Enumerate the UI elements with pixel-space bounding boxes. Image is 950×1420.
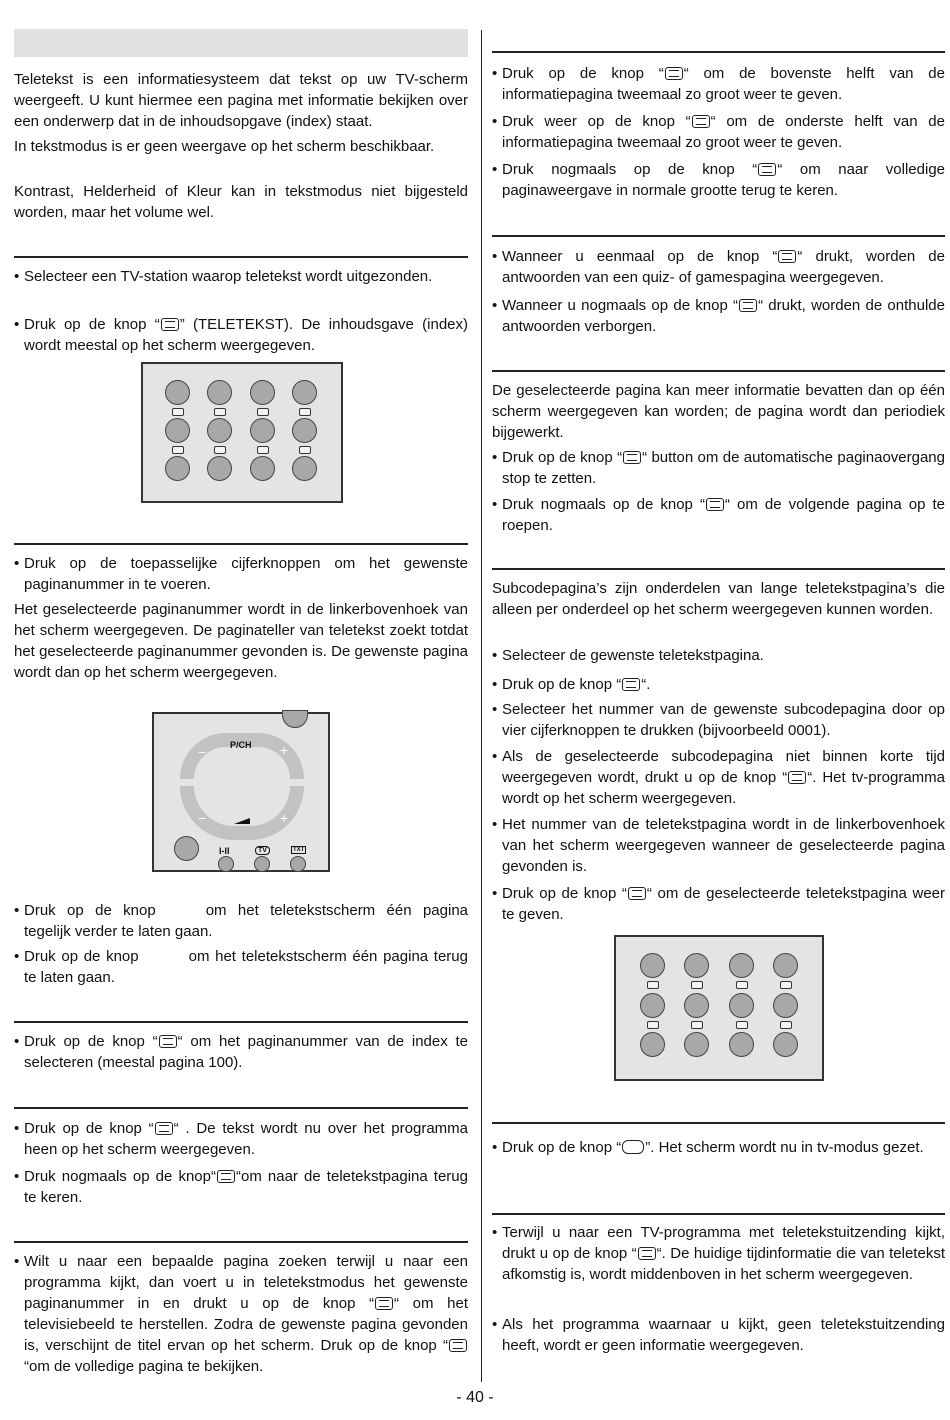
bullet: • Druk op de toepasselijke cijferknoppen om het gewenste paginanummer in te voeren. bbox=[14, 553, 468, 595]
text: “. De huidige tijdinformatie die van teletekst afkomstig is, wordt middenboven in het scherm weergegeven. bbox=[502, 1245, 945, 1283]
remote-button bbox=[640, 953, 665, 978]
page-number: - 40 - bbox=[456, 1389, 494, 1406]
bullet: • Selecteer de gewenste teletekstpagina. bbox=[492, 645, 945, 666]
bullet bbox=[492, 674, 945, 695]
bullet bbox=[492, 1137, 945, 1158]
remote-button bbox=[729, 1032, 754, 1057]
section-rule bbox=[14, 1021, 468, 1023]
expand-icon bbox=[691, 1021, 703, 1029]
bullet bbox=[492, 246, 945, 288]
section-rule bbox=[492, 568, 945, 570]
text: Druk op de knop “ bbox=[24, 316, 160, 333]
remote-button bbox=[207, 418, 232, 443]
bullet bbox=[14, 314, 468, 356]
text: “om naar de teletekstpagina terug te keren. bbox=[24, 1168, 468, 1206]
remote-button bbox=[640, 1032, 665, 1057]
text: Druk op de knop “ bbox=[24, 1033, 158, 1050]
teletext-icon bbox=[161, 318, 179, 331]
subcode-icon bbox=[638, 1247, 656, 1260]
expand-icon bbox=[214, 446, 226, 454]
cancel-icon bbox=[780, 981, 792, 989]
remote-button bbox=[207, 456, 232, 481]
remote-button bbox=[729, 953, 754, 978]
remote-button bbox=[773, 953, 798, 978]
section-rule bbox=[492, 1213, 945, 1215]
reveal-icon bbox=[739, 299, 757, 312]
remote-button bbox=[165, 418, 190, 443]
text: “ drukt, worden de antwoorden van een quiz- of gamespagina weergegeven. bbox=[502, 248, 945, 286]
bullet bbox=[492, 295, 945, 337]
index-icon bbox=[780, 1021, 792, 1029]
remote-button bbox=[773, 993, 798, 1018]
paragraph: De geselecteerde pagina kan meer informatie bevatten dan op één scherm weergegeven kan worden; de pagina wordt dan periodiek bijgewerkt. bbox=[492, 382, 945, 441]
remote-button bbox=[218, 856, 234, 872]
bullet bbox=[14, 1166, 468, 1208]
bullet bbox=[492, 1222, 945, 1285]
section-title-bar bbox=[14, 29, 468, 57]
text: Druk op de knop “ bbox=[502, 676, 622, 693]
mix-icon bbox=[217, 1170, 235, 1183]
bullet bbox=[14, 1031, 468, 1073]
text: Druk op de knop “ bbox=[24, 1120, 154, 1137]
text: “ om naar volledige paginaweergave in normale grootte terug te keren. bbox=[502, 161, 945, 199]
bullet bbox=[14, 1118, 468, 1160]
section-rule bbox=[14, 1241, 468, 1243]
mute-button bbox=[174, 836, 199, 861]
text: “. bbox=[641, 676, 651, 693]
expand-icon bbox=[665, 67, 683, 80]
bullet bbox=[14, 946, 468, 988]
remote-button bbox=[250, 418, 275, 443]
expand-icon bbox=[758, 163, 776, 176]
plus-icon: + bbox=[280, 810, 289, 826]
i-ii-label: I-II bbox=[219, 846, 230, 856]
expand-icon bbox=[692, 115, 710, 128]
intro-paragraph-3: Kontrast, Helderheid of Kleur kan in tekstmodus niet bijgesteld worden, maar het volume wel. bbox=[14, 183, 468, 221]
bullet: • Selecteer het nummer van de gewenste subcodepagina door op vier cijferknoppen te drukken (bijvoorbeeld 0001). bbox=[492, 699, 945, 741]
bullet bbox=[14, 1251, 468, 1377]
text: Druk nogmaals op de knop “ bbox=[502, 161, 758, 178]
remote-button bbox=[254, 856, 270, 872]
cancel-icon bbox=[628, 887, 646, 900]
remote-button bbox=[292, 380, 317, 405]
mix-icon bbox=[647, 1021, 659, 1029]
text: Wanneer u nogmaals op de knop “ bbox=[502, 297, 739, 314]
hold-icon bbox=[736, 981, 748, 989]
section-rule bbox=[492, 370, 945, 372]
remote-button bbox=[250, 456, 275, 481]
bullet bbox=[14, 900, 468, 942]
section-rule bbox=[492, 1122, 945, 1124]
cancel-icon bbox=[299, 408, 311, 416]
cancel-icon bbox=[449, 1339, 467, 1352]
bullet bbox=[492, 447, 945, 489]
text: Druk op de knop “ bbox=[502, 65, 664, 82]
text: Wilt u naar een bepaalde pagina zoeken terwijl u naar een programma kijkt, dan voert u in teletekstmodus het gewenste paginanummer in en drukt u op de knop “ bbox=[24, 1253, 468, 1312]
text: “ om het televisiebeeld te herstellen. Zodra de gewenste pagina gevonden is, verschijnt de titel ervan op het scherm. Druk op de knop “ bbox=[24, 1295, 468, 1354]
bullet bbox=[492, 746, 945, 809]
mix-icon bbox=[155, 1122, 173, 1135]
index-icon bbox=[159, 1035, 177, 1048]
text: “. Het tv-programma wordt op het scherm weergegeven. bbox=[502, 769, 945, 807]
remote-button bbox=[250, 380, 275, 405]
plus-icon: + bbox=[280, 742, 289, 758]
text: Druk weer op de knop “ bbox=[502, 113, 691, 130]
remote-button bbox=[165, 380, 190, 405]
remote-button bbox=[684, 993, 709, 1018]
remote-button bbox=[165, 456, 190, 481]
remote-pch-panel bbox=[152, 712, 330, 872]
bullet: • Selecteer een TV-station waarop teletekst wordt uitgezonden. bbox=[14, 266, 468, 287]
text: “om de volledige pagina te bekijken. bbox=[24, 1358, 264, 1375]
teletext-icon bbox=[172, 408, 184, 416]
cancel-icon bbox=[375, 1297, 393, 1310]
paragraph: Het geselecteerde paginanummer wordt in de linkerbovenhoek van het scherm weergegeven. De paginateller van teletekst zoekt totdat het geselecteerde paginanummer gevonden is. De gewenste pagina wordt dan op het scherm weergegeven. bbox=[14, 601, 468, 681]
text: “ drukt, worden de onthulde antwoorden verborgen. bbox=[502, 297, 945, 335]
text: ” (TELETEKST). De inhoudsgave (index) wordt meestal op het scherm weergegeven. bbox=[24, 316, 468, 354]
teletext-icon bbox=[647, 981, 659, 989]
minus-icon: − bbox=[198, 744, 207, 760]
pch-label: P/CH bbox=[230, 740, 252, 750]
subcode-icon bbox=[691, 981, 703, 989]
text: Als de geselecteerde subcodepagina niet binnen korte tijd weergegeven wordt, drukt u op de knop “ bbox=[502, 748, 945, 786]
section-rule bbox=[492, 235, 945, 237]
hold-icon bbox=[257, 408, 269, 416]
remote-button bbox=[207, 380, 232, 405]
bullet: • Als het programma waarnaar u kijkt, geen teletekstuitzending heeft, wordt er geen informatie weergegeven. bbox=[492, 1314, 945, 1356]
subcode-icon bbox=[622, 678, 640, 691]
column-divider bbox=[481, 30, 482, 1382]
mix-icon bbox=[172, 446, 184, 454]
section-rule bbox=[14, 543, 468, 545]
hold-icon bbox=[623, 451, 641, 464]
text: Terwijl u naar een TV-programma met teletekstuitzending kijkt, drukt u op de knop “ bbox=[502, 1224, 945, 1262]
remote-button bbox=[640, 993, 665, 1018]
section-rule bbox=[14, 256, 468, 258]
remote-button bbox=[729, 993, 754, 1018]
text: “ om de onderste helft van de informatiepagina tweemaal zo groot weer te geven. bbox=[502, 113, 945, 151]
remote-button bbox=[282, 710, 308, 728]
text: Druk op de knop “ bbox=[502, 1139, 622, 1156]
text: Druk op de knop “ bbox=[502, 885, 627, 902]
remote-button bbox=[773, 1032, 798, 1057]
text: “ . De tekst wordt nu over het programma heen op het scherm weergegeven. bbox=[24, 1120, 468, 1158]
text: Druk op de knop bbox=[24, 948, 139, 965]
text: “ om de geselecteerde teletekstpagina weer te geven. bbox=[502, 885, 945, 923]
paragraph: Subcodepagina’s zijn onderdelen van lange teletekstpagina’s die alleen per onderdeel op het scherm weergegeven kunnen worden. bbox=[492, 580, 945, 618]
minus-icon: − bbox=[198, 810, 207, 826]
text: om het teletekstscherm één pagina tegelijk verder te laten gaan. bbox=[24, 902, 469, 940]
txt-label: TXT bbox=[293, 847, 305, 853]
remote-button bbox=[292, 418, 317, 443]
bullet bbox=[492, 111, 945, 153]
subcode-icon bbox=[214, 408, 226, 416]
volume-icon bbox=[234, 818, 250, 824]
remote-teletext-buttons bbox=[141, 362, 343, 503]
hold-icon bbox=[706, 498, 724, 511]
tv-label: TV bbox=[255, 846, 270, 855]
section-rule bbox=[492, 51, 945, 53]
text: Druk op de knop bbox=[24, 902, 156, 919]
text: Wanneer u eenmaal op de knop “ bbox=[502, 248, 778, 265]
remote-button bbox=[292, 456, 317, 481]
bullet bbox=[492, 494, 945, 536]
text: ”. Het scherm wordt nu in tv-modus gezet. bbox=[645, 1139, 924, 1156]
bullet bbox=[492, 159, 945, 201]
text: “ om de bovenste helft van de informatiepagina tweemaal zo groot weer te geven. bbox=[502, 65, 945, 103]
bullet: • Het nummer van de teletekstpagina wordt in de linkerbovenhoek van het scherm weergegeven wanneer de geselecteerde pagina gevonden is. bbox=[492, 814, 945, 877]
text: Druk nogmaals op de knop “ bbox=[502, 496, 705, 513]
remote-button bbox=[290, 856, 306, 872]
reveal-icon bbox=[257, 446, 269, 454]
text: “ om het paginanummer van de index te selecteren (meestal pagina 100). bbox=[24, 1033, 468, 1071]
intro-paragraph-2: In tekstmodus is er geen weergave op het scherm beschikbaar. bbox=[14, 138, 435, 155]
bullet bbox=[492, 63, 945, 105]
intro-paragraph-1: Teletekst is een informatiesysteem dat tekst op uw TV-scherm weergeeft. U kunt hiermee een pagina met informatie bekijken over een onderwerp dat in de inhoudsopgave (index) staat. bbox=[14, 71, 468, 130]
index-icon bbox=[299, 446, 311, 454]
text: “ om de volgende pagina op te roepen. bbox=[502, 496, 946, 534]
remote-button bbox=[684, 1032, 709, 1057]
text: Druk op de knop “ bbox=[502, 449, 623, 466]
cancel-icon bbox=[788, 771, 806, 784]
reveal-icon bbox=[736, 1021, 748, 1029]
tv-icon bbox=[622, 1140, 644, 1154]
section-rule bbox=[14, 1107, 468, 1109]
remote-button bbox=[684, 953, 709, 978]
text: Druk nogmaals op de knop“ bbox=[24, 1168, 216, 1185]
bullet bbox=[492, 883, 945, 925]
text: “ button om de automatische paginaovergang stop te zetten. bbox=[502, 449, 945, 487]
text: om het teletekstscherm één pagina terug te laten gaan. bbox=[24, 948, 468, 986]
remote-teletext-buttons bbox=[614, 935, 824, 1081]
reveal-icon bbox=[778, 250, 796, 263]
